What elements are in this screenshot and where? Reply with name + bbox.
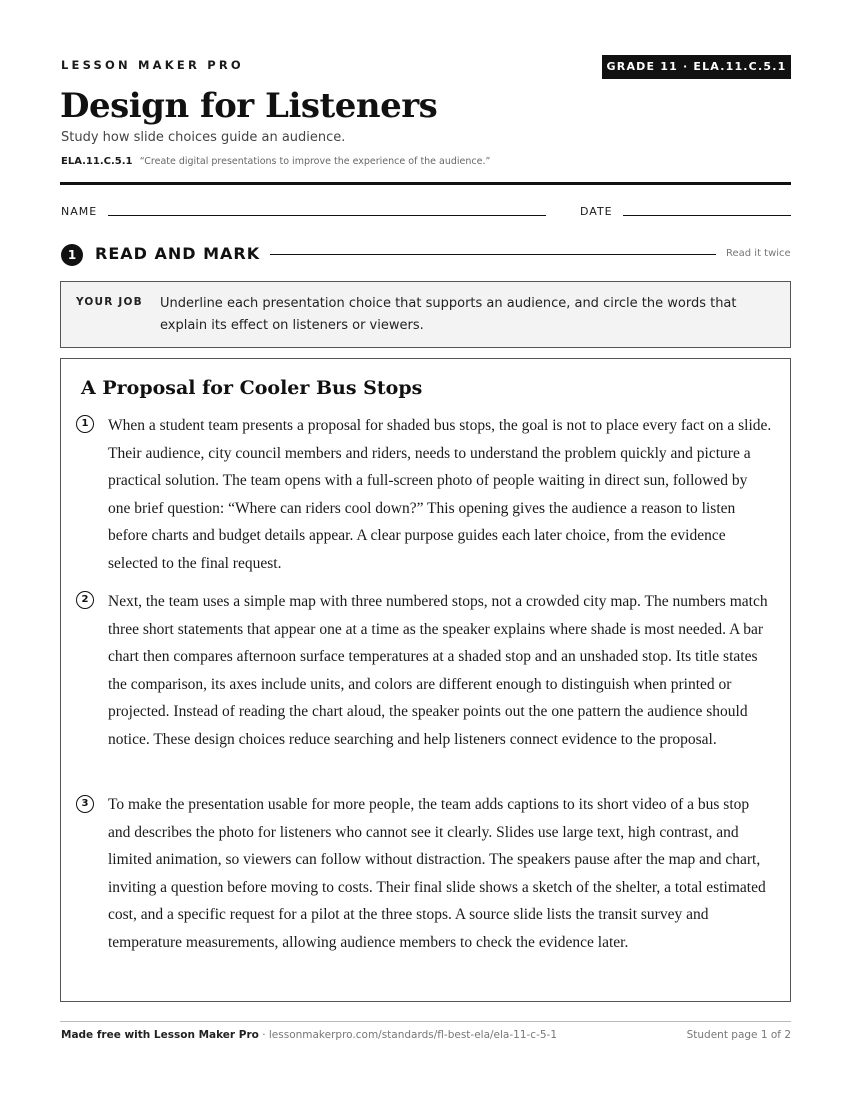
footer-made-with: Made free with Lesson Maker Pro xyxy=(61,1029,259,1041)
section-note: Read it twice xyxy=(726,248,791,259)
brand-name: LESSON MAKER PRO xyxy=(61,58,244,72)
standard-line xyxy=(61,156,490,167)
section-title: READ AND MARK xyxy=(95,244,261,263)
footer-page-number: Student page 1 of 2 xyxy=(686,1029,791,1041)
paragraph-1: When a student team presents a proposal for shaded bus stops, the goal is not to place every fact on a slide. Their audience, city council members and riders, needs to understand the problem quickly and picture a practical solution. The team opens with a full-screen photo of people waiting in direct sun, followed by one brief question: “Where can riders cool down?” This opening gives the audience a reason to listen before charts and budget details appear. A clear purpose guides each later choice, from the evidence selected to the final request. xyxy=(108,417,772,572)
paragraph-number-1: 1 xyxy=(76,415,94,433)
page-title: Design for Listeners xyxy=(60,86,438,126)
paragraph-number-2: 2 xyxy=(76,591,94,609)
footer-separator: · xyxy=(258,1029,269,1041)
passage-title: A Proposal for Cooler Bus Stops xyxy=(81,377,423,399)
job-label: YOUR JOB xyxy=(76,296,143,308)
name-field-line[interactable] xyxy=(108,215,546,216)
standard-code: ELA.11.C.5.1 xyxy=(61,156,133,167)
section-divider xyxy=(270,254,716,255)
section-number-badge: 1 xyxy=(61,244,83,266)
footer-divider xyxy=(60,1021,791,1022)
grade-badge: GRADE 11 · ELA.11.C.5.1 xyxy=(602,55,791,79)
header-divider xyxy=(60,182,791,185)
date-label: DATE xyxy=(580,205,613,218)
job-instructions-box xyxy=(60,281,791,348)
footer-url-link[interactable]: lessonmakerpro.com/standards/fl-best-ela/ela-11-c-5-1 xyxy=(268,1029,558,1041)
reading-passage-box xyxy=(60,358,791,1002)
paragraph-3: To make the presentation usable for more people, the team adds captions to its short video of a bus stop and describes the photo for listeners who cannot see it clearly. Slides use large text, high contrast, and limited animation, so viewers can follow without distraction. The speakers pause after the map and chart, inviting a question before moving to costs. Their final slide shows a sketch of the shelter, a total estimated cost, and a specific request for a pilot at the three stops. A source slide lists the transit survey and temperature measurements, allowing audience members to check the evidence later. xyxy=(108,796,766,951)
paragraph-number-3: 3 xyxy=(76,795,94,813)
standard-quote: “Create digital presentations to improve the experience of the audience.” xyxy=(139,156,491,167)
paragraph-2: Next, the team uses a simple map with three numbered stops, not a crowded city map. The numbers match three short statements that appear one at a time as the speaker explains where shade is most needed. A bar chart then compares afternoon surface temperatures at a shaded stop and an unshaded stop. Its title states the comparison, its axes include units, and colors are different enough to distinguish when printed or projected. Instead of reading the chart aloud, the speaker points out the one pattern the audience should notice. These design choices reduce searching and help listeners connect evidence to the proposal. xyxy=(108,593,768,748)
name-label: NAME xyxy=(61,205,98,218)
job-text: Underline each presentation choice that supports an audience, and circle the words that explain its effect on listeners or viewers. xyxy=(160,296,737,333)
date-field-line[interactable] xyxy=(623,215,791,216)
footer-credit xyxy=(61,1029,557,1041)
page-subtitle: Study how slide choices guide an audience. xyxy=(61,130,346,145)
